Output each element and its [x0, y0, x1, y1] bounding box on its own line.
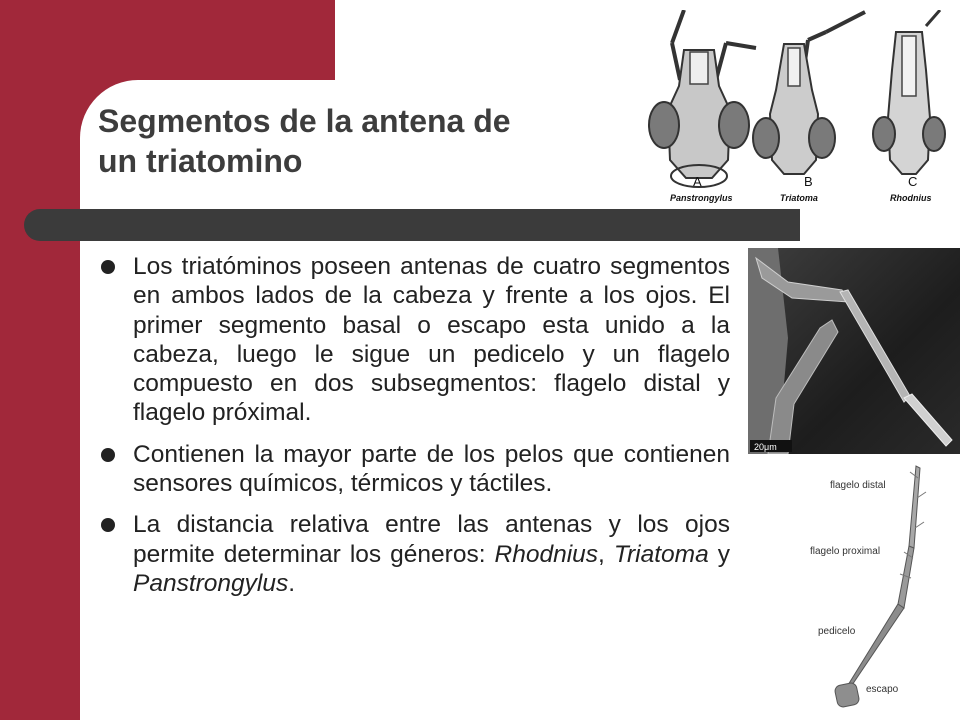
end-punctuation: .	[288, 569, 296, 597]
title-line-1: Segmentos de la antena de	[98, 103, 511, 139]
genus-panstrongylus: Panstrongylus	[133, 569, 289, 597]
bullet-text: Contienen la mayor parte de los pelos que contienen sensores químicos, térmicos y táctiles.	[133, 440, 730, 498]
label-a: A	[693, 174, 702, 189]
maroon-left-band	[0, 0, 80, 720]
bullet-text-part: La distancia relativa entre las antenas y los ojos permite determinar los géneros:	[133, 511, 730, 568]
micrograph-image	[748, 248, 960, 454]
separator: ,	[598, 540, 614, 568]
label-flagelo-proximal: flagelo proximal	[810, 546, 881, 557]
bullet-dot	[101, 260, 115, 274]
label-escapo: escapo	[866, 684, 899, 695]
bullet-list	[98, 252, 730, 610]
title-divider-bar	[24, 209, 800, 241]
head-b-drawing	[753, 12, 865, 174]
genus-triatoma: Triatoma	[613, 540, 709, 568]
bullet-text	[133, 511, 730, 597]
antenna-drawing	[800, 458, 960, 720]
bullet-text: Los triatóminos poseen antenas de cuatro segmentos en ambos lados de la cabeza y frente a los ojos. El primer segmento basal o escapo esta unido a la cabeza, luego le sigue un pedicelo y un flagelo compuesto en dos subsegmentos: flagelo distal y flagelo próximal.	[133, 253, 730, 427]
bullet-item	[98, 510, 730, 598]
label-c: C	[908, 174, 918, 189]
label-b: B	[804, 174, 813, 189]
scale-bar-label: 20μm	[754, 442, 777, 452]
label-flagelo-distal: flagelo distal	[830, 480, 886, 491]
caption-triatoma: Triatoma	[780, 193, 818, 203]
slide-title	[98, 101, 638, 181]
antenna-diagram	[800, 458, 960, 720]
bullet-dot	[101, 518, 115, 532]
genus-rhodnius: Rhodnius	[494, 540, 599, 568]
triatomine-heads-figure	[640, 10, 960, 208]
head-c-drawing	[873, 10, 945, 174]
separator: y	[708, 540, 730, 568]
caption-panstrongylus: Panstrongylus	[670, 193, 733, 203]
bullet-dot	[101, 448, 115, 462]
bullet-item	[98, 252, 730, 428]
bullet-item	[98, 440, 730, 499]
heads-illustration	[640, 10, 960, 208]
caption-rhodnius: Rhodnius	[890, 193, 932, 203]
label-pedicelo: pedicelo	[818, 626, 856, 637]
antenna-micrograph	[748, 248, 960, 454]
head-a-drawing	[649, 10, 756, 187]
title-line-2: un triatomino	[98, 143, 303, 179]
